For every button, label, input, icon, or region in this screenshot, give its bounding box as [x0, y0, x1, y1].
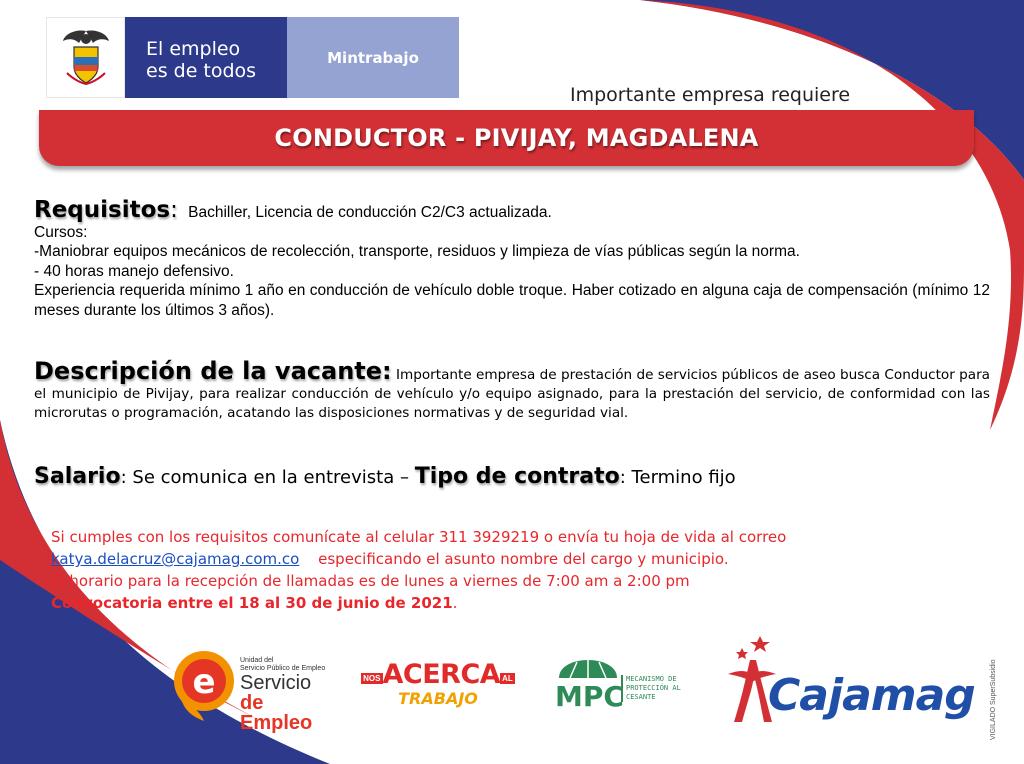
svg-text:e: e — [192, 662, 216, 702]
cajamag-logo — [720, 630, 995, 730]
servicio-big2: de Empleo — [240, 692, 313, 734]
acerca-sub: TRABAJO — [398, 689, 478, 708]
gov-slogan — [125, 17, 287, 98]
salario-colon: : — [120, 467, 127, 488]
descripcion-section — [34, 357, 991, 423]
gov-slogan-line2: es de todos — [146, 60, 257, 82]
requisitos-text: Bachiller, Licencia de conducción C2/C3 actualizada. — [188, 204, 552, 221]
requisitos-heading: Requisitos — [34, 197, 171, 223]
cajamag-name: Cajamag — [768, 670, 975, 721]
acerca-trabajo-logo — [358, 660, 518, 716]
vigilado-label: VIGILADO SuperSubsidio — [990, 659, 997, 740]
salario-text: Se comunica en la entrevista – — [132, 467, 409, 488]
page-title: CONDUCTOR - PIVIJAY, MAGDALENA — [274, 124, 759, 152]
convocatoria-dates: Convocatoria entre el 18 al 30 de junio de 2021 — [51, 594, 453, 612]
descripcion-text: Importante empresa de prestación de servicios públicos de aseo busca Conductor para el municipio de Pivijay, para realizar conducción de vehículo y/o equipo asignado, para la prestación del servicio, de conformidad con las microrutas o programación, acatando las disposiciones normativas y de seguridad vial. — [34, 367, 991, 421]
requisitos-line: Cursos: — [34, 223, 88, 241]
requisitos-line: Experiencia requerida mínimo 1 año en conducción de vehículo doble troque. Haber cotizado en alguna caja de compensación (mínimo 12 meses durante los últimos 3 años). — [34, 282, 990, 319]
subtitle: Importante empresa requiere — [570, 84, 851, 106]
umbrella-icon — [555, 640, 621, 680]
mpc-logo — [555, 640, 685, 722]
email-link[interactable]: katya.delacruz@cajamag.com.co — [51, 550, 300, 568]
contact-line3: El horario para la recepción de llamadas es de lunes a viernes de 7:00 am a 2:00 pm — [51, 572, 690, 590]
salario-section — [34, 464, 990, 489]
requisitos-section — [34, 197, 990, 320]
servicio-empleo-e-icon — [170, 645, 238, 721]
mpc-small: MECANISMO DE PROTECCIÓN AL CESANTE — [621, 675, 681, 702]
acerca-nos: NOS — [363, 674, 381, 684]
descripcion-heading: Descripción de la vacante: — [34, 357, 392, 385]
contrato-heading: Tipo de contrato — [414, 464, 620, 489]
servicio-small2: Servicio Público de Empleo — [240, 665, 326, 672]
requisitos-colon: : — [170, 197, 178, 223]
contrato-text: : Termino fijo — [619, 467, 736, 488]
convocatoria-period: . — [452, 594, 458, 612]
contact-line2: especificando el asunto nombre del cargo y municipio. — [318, 550, 729, 568]
salario-heading: Salario — [34, 464, 121, 489]
contact-section — [51, 526, 951, 614]
servicio-empleo-logo — [170, 645, 340, 734]
coat-of-arms-icon — [46, 17, 125, 98]
servicio-small1: Unidad del — [240, 657, 274, 664]
servicio-big1: Servicio — [240, 672, 312, 694]
title-bar — [39, 110, 974, 166]
mpc-letters: MPC — [555, 680, 624, 713]
contact-line1: Si cumples con los requisitos comunícate al celular 311 3929219 o envía tu hoja de vida al correo — [51, 528, 787, 546]
requisitos-line: -Maniobrar equipos mecánicos de recolección, transporte, residuos y limpieza de vías públicas según la norma. — [34, 243, 800, 260]
acerca-main: ACERCA — [382, 659, 501, 690]
acerca-al: AL — [502, 674, 513, 684]
ministry-label: Mintrabajo — [287, 17, 459, 98]
gov-slogan-line1: El empleo — [146, 38, 241, 60]
requisitos-line: - 40 horas manejo defensivo. — [34, 262, 234, 280]
government-banner — [46, 17, 459, 98]
